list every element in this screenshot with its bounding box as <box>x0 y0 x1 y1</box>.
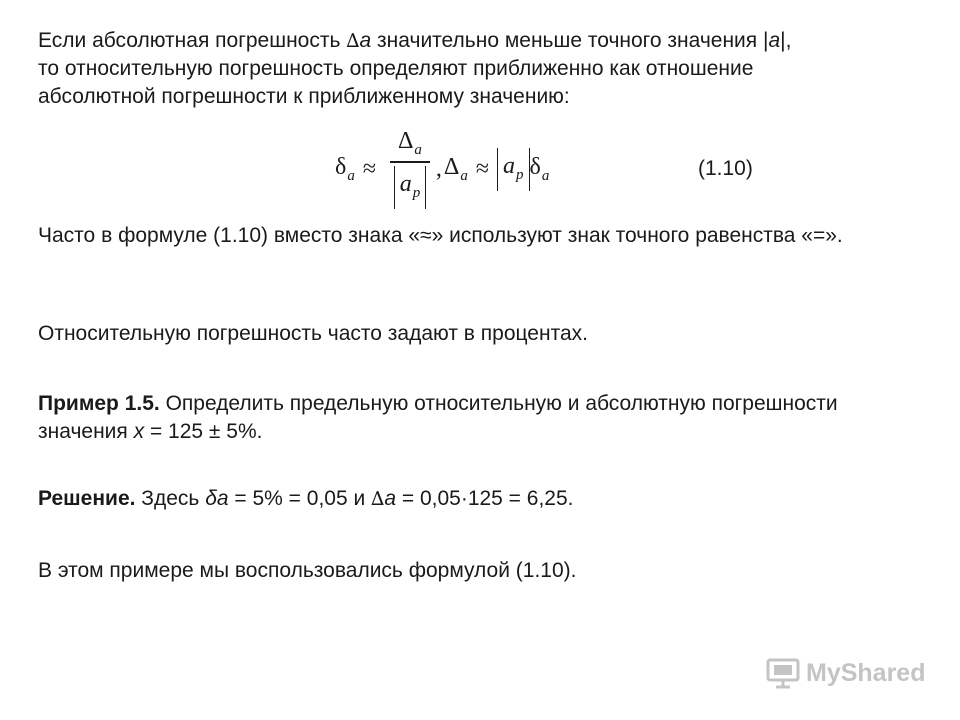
solution-variable-a2: a <box>384 487 397 510</box>
example-text-1: Определить предельную относительную и абсолютную погрешности значения <box>38 392 838 443</box>
solution-delta-symbol: ∆ <box>371 488 385 510</box>
fraction-numerator: $\Delta_a$ <box>397 128 422 159</box>
paragraph-conclusion: В этом примере мы воспользовались формулой (1.10). <box>38 559 577 582</box>
intro-text-1: Если абсолютная погрешность <box>38 29 347 52</box>
watermark-text: MyShared <box>806 658 926 687</box>
formula-fraction <box>390 129 430 209</box>
formula-delta-small: $\delta_a$ <box>335 153 355 184</box>
intro-line-3: абсолютной погрешности к приближенному значению: <box>38 85 570 108</box>
watermark <box>766 656 925 690</box>
solution-label: Решение. <box>38 487 136 510</box>
presentation-icon <box>766 656 800 690</box>
intro-text-3: |, <box>780 29 792 52</box>
intro-line-2: то относительную погрешность определяют приближенно как отношение <box>38 57 754 80</box>
variable-x: x <box>133 420 145 443</box>
equation-number: (1.10) <box>698 157 753 180</box>
solution-text-1: Здесь <box>135 487 206 510</box>
example-label: Пример 1.5. <box>38 392 160 415</box>
formula-approx-1: ≈ <box>362 155 376 182</box>
formula-abs-ap: $a_p$ <box>497 148 530 191</box>
formula-delta-small-2: $\delta_a$ <box>529 153 550 184</box>
formula-delta-big: $\Delta_a$ <box>443 153 468 184</box>
example-text-2: = 125 ± 5%. <box>144 420 263 443</box>
intro-text-2: значительно меньше точного значения | <box>371 29 769 52</box>
paragraph-percent-note: Относительную погрешность часто задают в процентах. <box>38 322 588 345</box>
fraction-denominator: $a_p$ <box>394 163 427 209</box>
paragraph-intro <box>38 27 918 111</box>
solution-delta-small: δ <box>205 487 217 510</box>
formula-approx-2: ≈ <box>475 155 490 182</box>
delta-symbol: ∆ <box>346 30 360 52</box>
paragraph-example <box>38 390 918 446</box>
variable-a: a <box>359 29 372 52</box>
solution-text-2: = 5% = 0,05 и <box>228 487 372 510</box>
paragraph-approx-note: Часто в формуле (1.10) вместо знака «≈» используют знак точного равенства «=». <box>38 224 843 247</box>
paragraph-solution <box>38 485 918 513</box>
formula-1-10 <box>335 130 549 208</box>
variable-a-abs: a <box>768 29 781 52</box>
solution-text-3: = 0,05·125 = 6,25. <box>396 487 574 510</box>
solution-variable-a: a <box>216 487 229 510</box>
formula-comma: , <box>435 155 442 182</box>
